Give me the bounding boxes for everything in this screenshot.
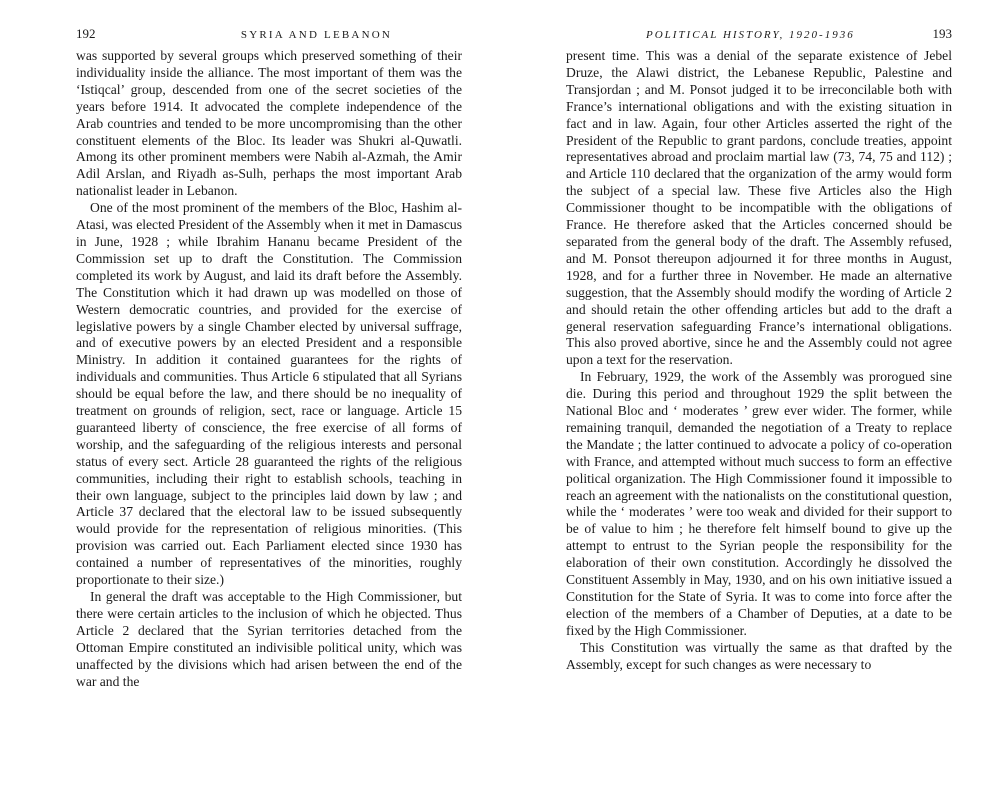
paragraph: In general the draft was acceptable to the High Commissioner, but there were certain articles to the inclusion of which he objected. Thus Article 2 declared that the Syrian territories detached from the Ottoman Empire constituted an indivisible political unity, which was unaffected by the divisions which had arisen between the end of the war and the — [76, 589, 462, 689]
left-page — [76, 26, 462, 786]
right-page-header — [566, 26, 952, 48]
running-title: SYRIA AND LEBANON — [240, 29, 392, 41]
paragraph: This Constitution was virtually the same as that drafted by the Assembly, except for such changes as were necessary to — [566, 639, 952, 672]
page-number: 192 — [76, 26, 96, 41]
paragraph: present time. This was a denial of the separate existence of Jebel Druze, the Alawi district, the Lebanese Republic, Palestine and Transjordan ; and M. Ponsot judged it to be irreconcilable both with France’s international obligations and with the existing situation in fact and in law. Again, four other Articles asserted the right of the President of the Republic to grant pardons, conclude treaties, appoint representatives abroad and proclaim martial law (73, 74, 75 and 112) ; and Article 110 declared that the organization of the army would form the subject of a special law. These five Articles also the High Commissioner thought to be incompatible with the obligations of France. He therefore asked that the Articles concerned should be separated from the general body of the draft. The Assembly refused, and M. Ponsot thereupon adjourned it for three months in August, 1928, and for a further three in November. He made an alternative suggestion, that the Assembly should modify the wording of Article 2 and should retain the other offending articles but add to the draft a general reservation safeguarding France’s international obligations. This also proved abortive, since he and the Assembly could not agree upon a text for the reservation. — [566, 48, 952, 368]
paragraph: One of the most prominent of the members of the Bloc, Hashim al-Atasi, was elected President of the Assembly when it met in Damascus in June, 1928 ; while Ibrahim Hananu became President of the Commission set up to draft the Constitution. The Commission completed its work by August, and laid its draft before the Assembly. The Constitution which it had drawn up was modelled on those of Western democratic countries, and provided for the exercise of legislative powers by a single Chamber elected by universal suffrage, and of executive powers by an elected President and a responsible Ministry. In addition it contained guarantees for the rights of individuals and communities. Thus Article 6 stipulated that all Syrians should be equal before the law, and there should be no inequality of treatment on grounds of religion, sect, race or language. Article 15 guaranteed liberty of conscience, the free exercise of all forms of worship, and the safeguarding of the religious interests and personal status of every sect. Article 28 guaranteed the rights of the religious communities, including their right to establish schools, teaching in their own language, subject to the principles laid down by law ; and Article 37 declared that the electoral law to be issued subsequently would provide for the representation of religious minorities. (This provision was carried out. Each Parliament elected since 1930 has contained a number of representatives of the minorities, roughly proportionate to their size.) — [76, 200, 462, 588]
paragraph: In February, 1929, the work of the Assembly was prorogued sine die. During this period and throughout 1929 the split between the National Bloc and ‘ moderates ’ grew ever wider. The former, while remaining tranquil, demanded the negotiation of a Treaty to replace the Mandate ; the latter continued to advocate a policy of co-operation with France, and attempted without much success to form an effective political organization. The High Commissioner found it impossible to reach an agreement with the nationalists on the constitutional question, while the ‘ moderates ’ were too weak and divided for their support to be of value to him ; he therefore felt himself bound to give up the attempt to entrust to the Syrian people the responsibility for the elaboration of their own constitution. Accordingly he dissolved the Constituent Assembly in May, 1930, and on his own initiative issued a Constitution for the State of Syria. It was to come into force after the election of the members of a Chamber of Deputies, at a date to be fixed by the High Commissioner. — [566, 369, 952, 638]
page-number: 193 — [932, 26, 952, 41]
left-page-body — [76, 48, 462, 690]
right-page-body — [566, 48, 952, 674]
left-page-header — [76, 26, 462, 48]
paragraph: was supported by several groups which preserved something of their individuality inside the alliance. The most important of them was the ‘Istiqcal’ group, descended from one of the secret societies of the years before 1914. It advocated the complete independence of the Arab countries and tended to be more uncompromising than the other constituent elements of the Bloc. Its leader was Shukri al-Quwatli. Among its other prominent members were Nabih al-Azmah, the Amir Adil Arslan, and Riyadh as-Sulh, perhaps the most important Arab nationalist leader in Lebanon. — [76, 48, 462, 199]
right-page — [566, 26, 952, 786]
running-title: POLITICAL HISTORY, 1920-1936 — [646, 29, 855, 41]
